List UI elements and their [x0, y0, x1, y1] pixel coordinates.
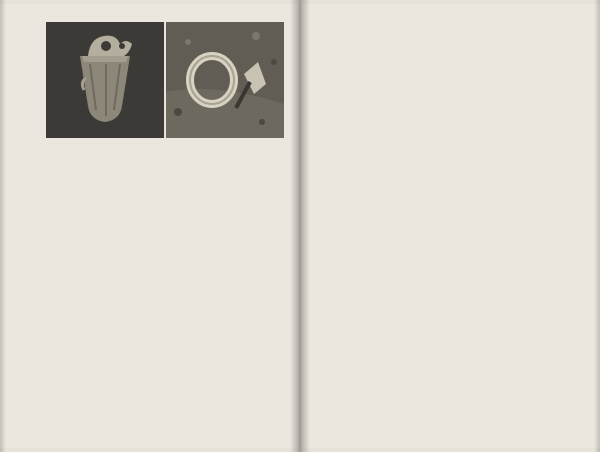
figure-caption	[60, 138, 272, 147]
right-page-body-text	[312, 28, 570, 418]
artifact-photo-image	[46, 22, 284, 138]
left-page-upper-text	[14, 20, 38, 130]
left-page-body-text	[14, 150, 278, 426]
figure-photo	[46, 22, 284, 138]
